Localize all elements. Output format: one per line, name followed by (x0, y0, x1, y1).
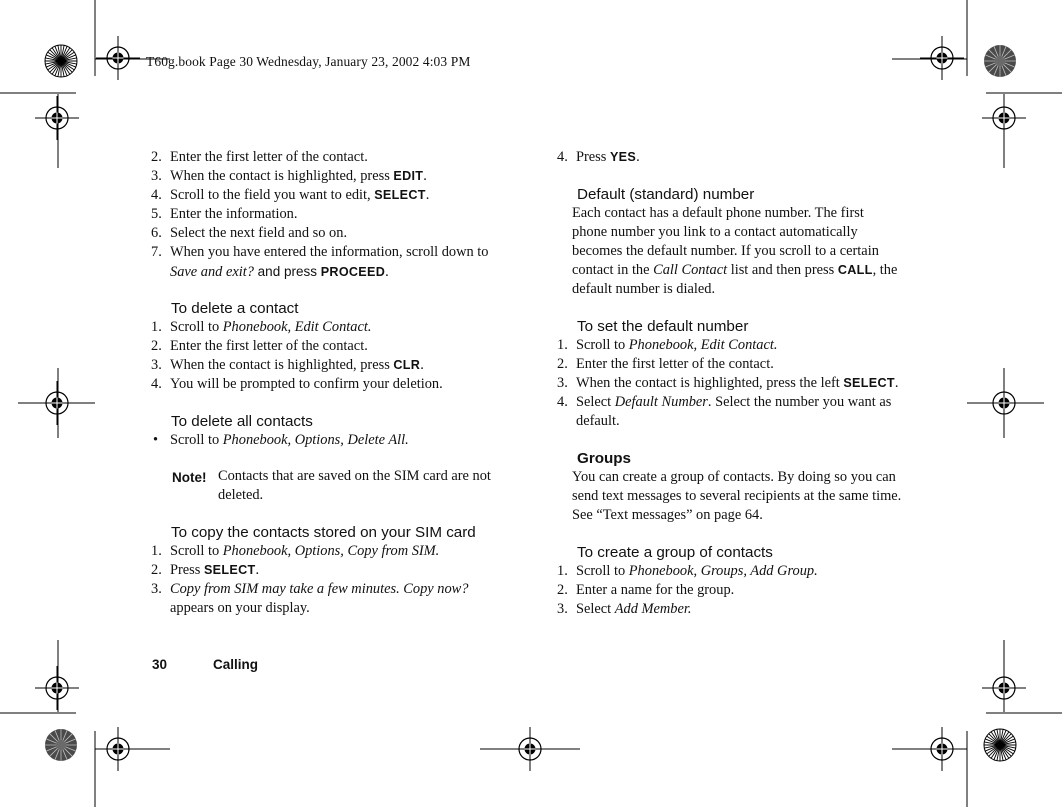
list-item: 4. You will be prompted to confirm your deletion. (151, 376, 443, 392)
list-item: 1. Scroll to Phonebook, Edit Contact. (557, 337, 778, 353)
list-item: 1. Scroll to Phonebook, Groups, Add Group. (557, 563, 818, 579)
list-item: 4. Select Default Number. Select the number you want as (557, 394, 892, 410)
right-column (554, 148, 940, 619)
heading-copy-sim: To copy the contacts stored on your SIM card (171, 524, 476, 541)
bullet: • (153, 432, 159, 448)
page-footer (152, 657, 258, 672)
list-item: 3. When the contact is highlighted, press the left SELECT. (557, 375, 899, 391)
heading-delete-contact: To delete a contact (171, 300, 299, 317)
list-item: 2. Enter the first letter of the contact. (151, 338, 368, 354)
list-item: 3. Select Add Member. (557, 601, 692, 617)
book-print-line: T60g.book Page 30 Wednesday, January 23, 2002 4:03 PM (146, 54, 471, 69)
list-item: 2. Enter the first letter of the contact. (151, 149, 368, 165)
heading-groups: Groups (577, 450, 632, 467)
list-item-continuation: appears on your display. (170, 600, 310, 616)
list-item: 2. Enter a name for the group. (557, 582, 735, 598)
list-item: 5. Enter the information. (151, 206, 298, 222)
key-clr: CLR (393, 358, 421, 372)
key-yes: YES (609, 150, 637, 164)
list-item: 4. Scroll to the field you want to edit, SELECT. (151, 187, 430, 203)
key-proceed: PROCEED (320, 265, 386, 279)
key-call: CALL (837, 263, 873, 277)
list-item: 4. Press YES. (557, 149, 640, 165)
note-label: Note! (172, 470, 207, 485)
heading-set-default: To set the default number (577, 318, 749, 335)
paragraph-groups: You can create a group of contacts. By doing so you can send text messages to several recipients at the same time. See “Text messages” on page 64. (572, 469, 902, 523)
section-name: Calling (213, 657, 259, 672)
page-number: 30 (152, 657, 168, 672)
key-edit: EDIT (393, 169, 424, 183)
heading-create-group: To create a group of contacts (577, 544, 773, 561)
list-item: 3. When the contact is highlighted, press CLR. (151, 357, 424, 373)
left-column (148, 148, 540, 618)
list-item-continuation: default. (576, 413, 620, 429)
list-item-continuation: Save and exit? and press PROCEED. (170, 264, 389, 280)
list-item: 1. Scroll to Phonebook, Edit Contact. (151, 319, 372, 335)
list-item: 2. Press SELECT. (151, 562, 260, 578)
key-select: SELECT (843, 376, 895, 390)
note-box: Note! Contacts that are saved on the SIM card are not deleted. (172, 468, 491, 503)
key-select: SELECT (374, 188, 426, 202)
list-item: • Scroll to Phonebook, Options, Delete All. (148, 431, 540, 450)
list-item: 6. Select the next field and so on. (151, 225, 348, 241)
paragraph-default-number: Each contact has a default phone number. The first phone number you link to a contact automatically becomes the default number. If you scroll to a certain contact in the Call Contact list and then press CALL, the default number is dialed. (572, 205, 898, 297)
key-select: SELECT (203, 563, 256, 577)
heading-delete-all: To delete all contacts (171, 413, 313, 430)
list-item: 2. Enter the first letter of the contact. (557, 356, 774, 372)
list-item: 1. Scroll to Phonebook, Options, Copy from SIM. (151, 543, 440, 559)
heading-default-number: Default (standard) number (577, 186, 755, 203)
list-item: 3. Copy from SIM may take a few minutes. Copy now? (151, 581, 469, 597)
list-item: 3. When the contact is highlighted, press EDIT. (151, 168, 427, 184)
list-item: 7. When you have entered the information, scroll down to (151, 244, 489, 260)
